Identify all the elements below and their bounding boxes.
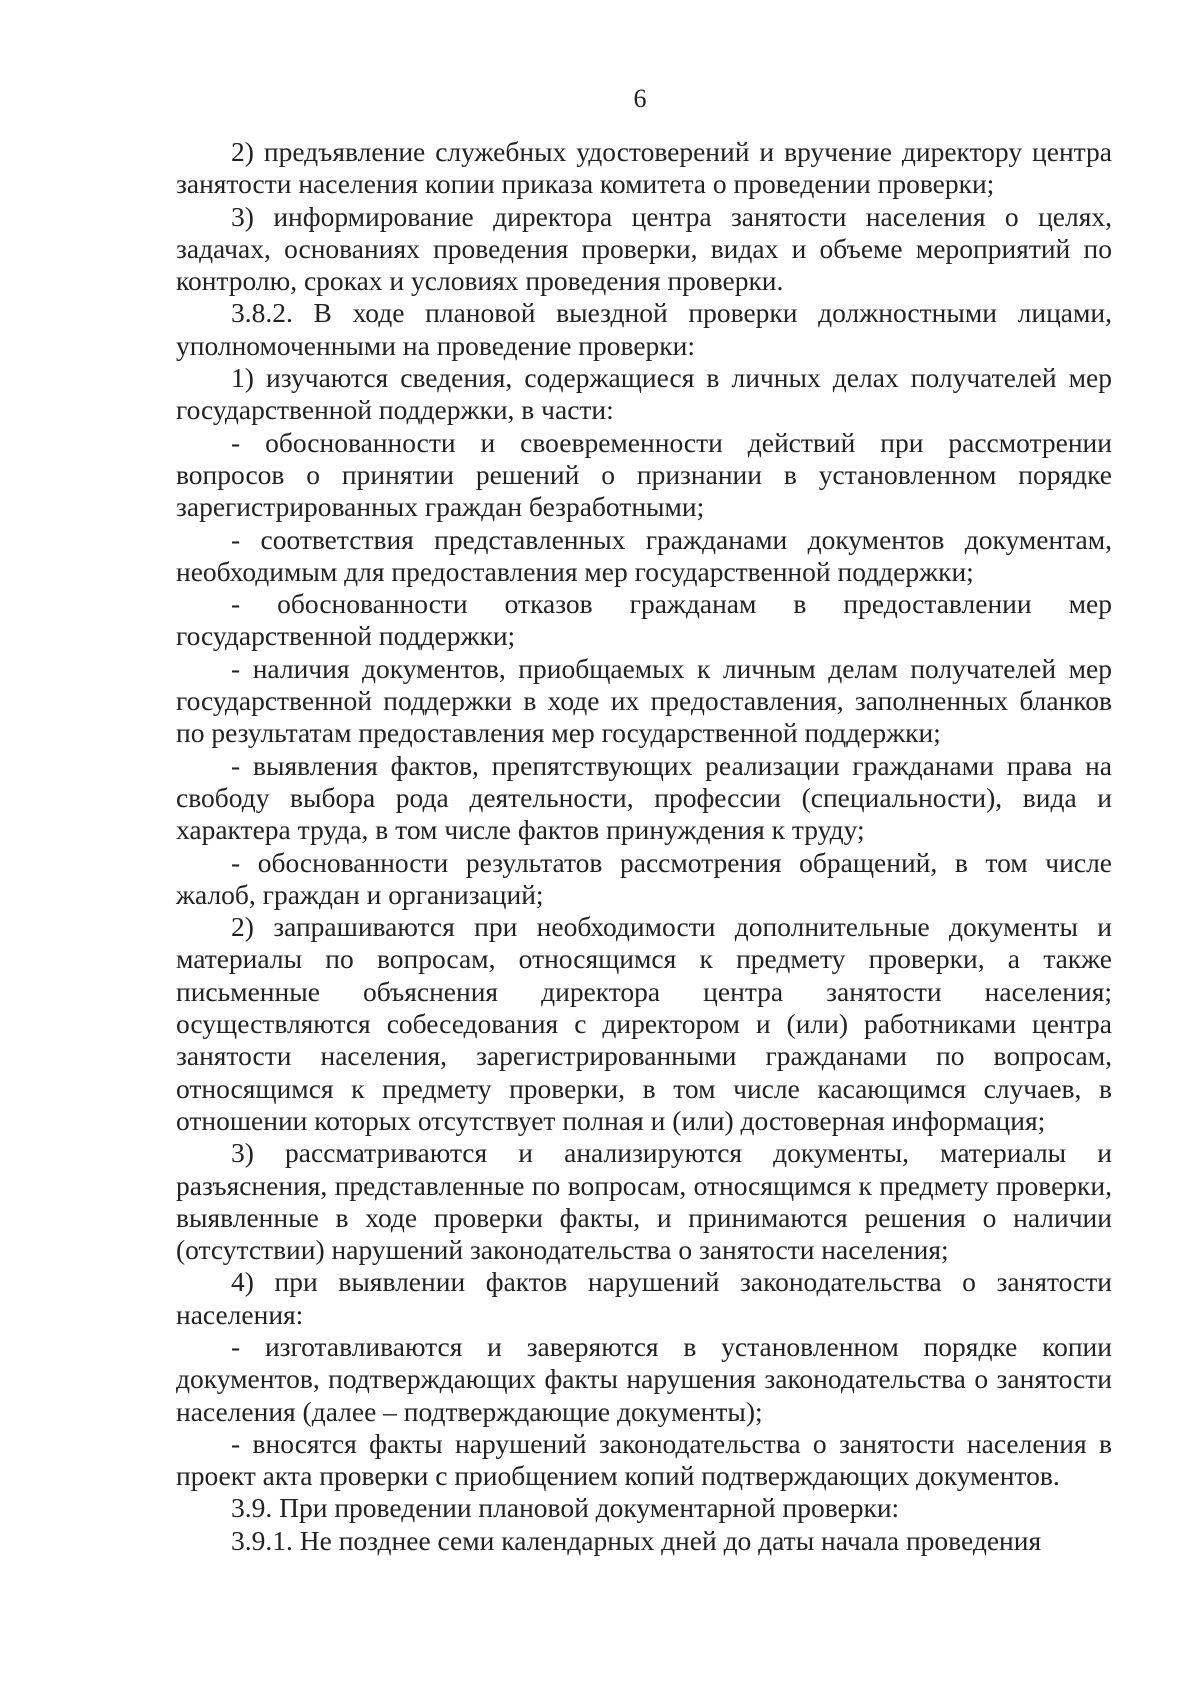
- paragraph-4-violations: 4) при выявлении фактов нарушений законодательства о занятости населения:: [176, 1266, 1112, 1330]
- paragraph-1-study: 1) изучаются сведения, содержащиеся в личных делах получателей мер государственной поддержки, в части:: [176, 362, 1112, 426]
- bullet-appeals: - обоснованности результатов рассмотрения обращений, в том числе жалоб, граждан и организаций;: [176, 846, 1112, 910]
- paragraph-2-presentation: 2) предъявление служебных удостоверений и вручение директору центра занятости населения копии приказа комитета о проведении проверки;: [176, 136, 1112, 200]
- paragraph-3-8-2: 3.8.2. В ходе плановой выездной проверки должностными лицами, уполномоченными на проведение проверки:: [176, 297, 1112, 361]
- paragraph-3-9: 3.9. При проведении плановой документарной проверки:: [231, 1492, 900, 1524]
- bullet-obstacles: - выявления фактов, препятствующих реализации гражданами права на свободу выбора рода деятельности, профессии (специальности), вида и характера труда, в том числе фактов принуждения к труду;: [176, 749, 1112, 846]
- bullet-copies: - изготавливаются и заверяются в установленном порядке копии документов, подтверждающих факты нарушения законодательства о занятости населения (далее – подтверждающие документы);: [176, 1330, 1112, 1427]
- paragraph-3-9-1: 3.9.1. Не позднее семи календарных дней до даты начала проведения: [231, 1524, 1042, 1556]
- paragraph-2-requests: 2) запрашиваются при необходимости дополнительные документы и материалы по вопросам, относящимся к предмету проверки, а также письменные объяснения директора центра занятости населения; осуществляются собеседования с директором и (или) работниками центра занятости населения, зарегистрированными гражданами по вопросам, относящимся к предмету проверки, в том числе касающимся случаев, в отношении которых отсутствует полная и (или) достоверная информация;: [176, 911, 1112, 1136]
- bullet-validity-actions: - обоснованности и своевременности действий при рассмотрении вопросов о принятии решений о признании в установленном порядке зарегистрированных граждан безработными;: [176, 426, 1112, 523]
- document-body: [176, 136, 1112, 1557]
- bullet-document-compliance: - соответствия представленных гражданами документов документам, необходимым для предоставления мер государственной поддержки;: [176, 523, 1112, 587]
- paragraph-3-analysis: 3) рассматриваются и анализируются документы, материалы и разъяснения, представленные по вопросам, относящимся к предмету проверки, выявленные в ходе проверки факты, и принимаются решения о наличии (отсутствии) нарушений законодательства о занятости населения;: [176, 1137, 1112, 1266]
- page-number: 6: [633, 84, 647, 113]
- bullet-documents-presence: - наличия документов, приобщаемых к личным делам получателей мер государственной поддержки в ходе их предоставления, заполненных бланков по результатам предоставления мер государственной поддержки;: [176, 652, 1112, 749]
- bullet-act-draft: - вносятся факты нарушений законодательства о занятости населения в проект акта проверки с приобщением копий подтверждающих документов.: [176, 1427, 1112, 1492]
- bullet-refusals: - обоснованности отказов гражданам в предоставлении мер государственной поддержки;: [176, 588, 1112, 652]
- paragraph-3-informing: 3) информирование директора центра занятости населения о целях, задачах, основаниях проведения проверки, видах и объеме мероприятий по контролю, сроках и условиях проведения проверки.: [176, 200, 1112, 297]
